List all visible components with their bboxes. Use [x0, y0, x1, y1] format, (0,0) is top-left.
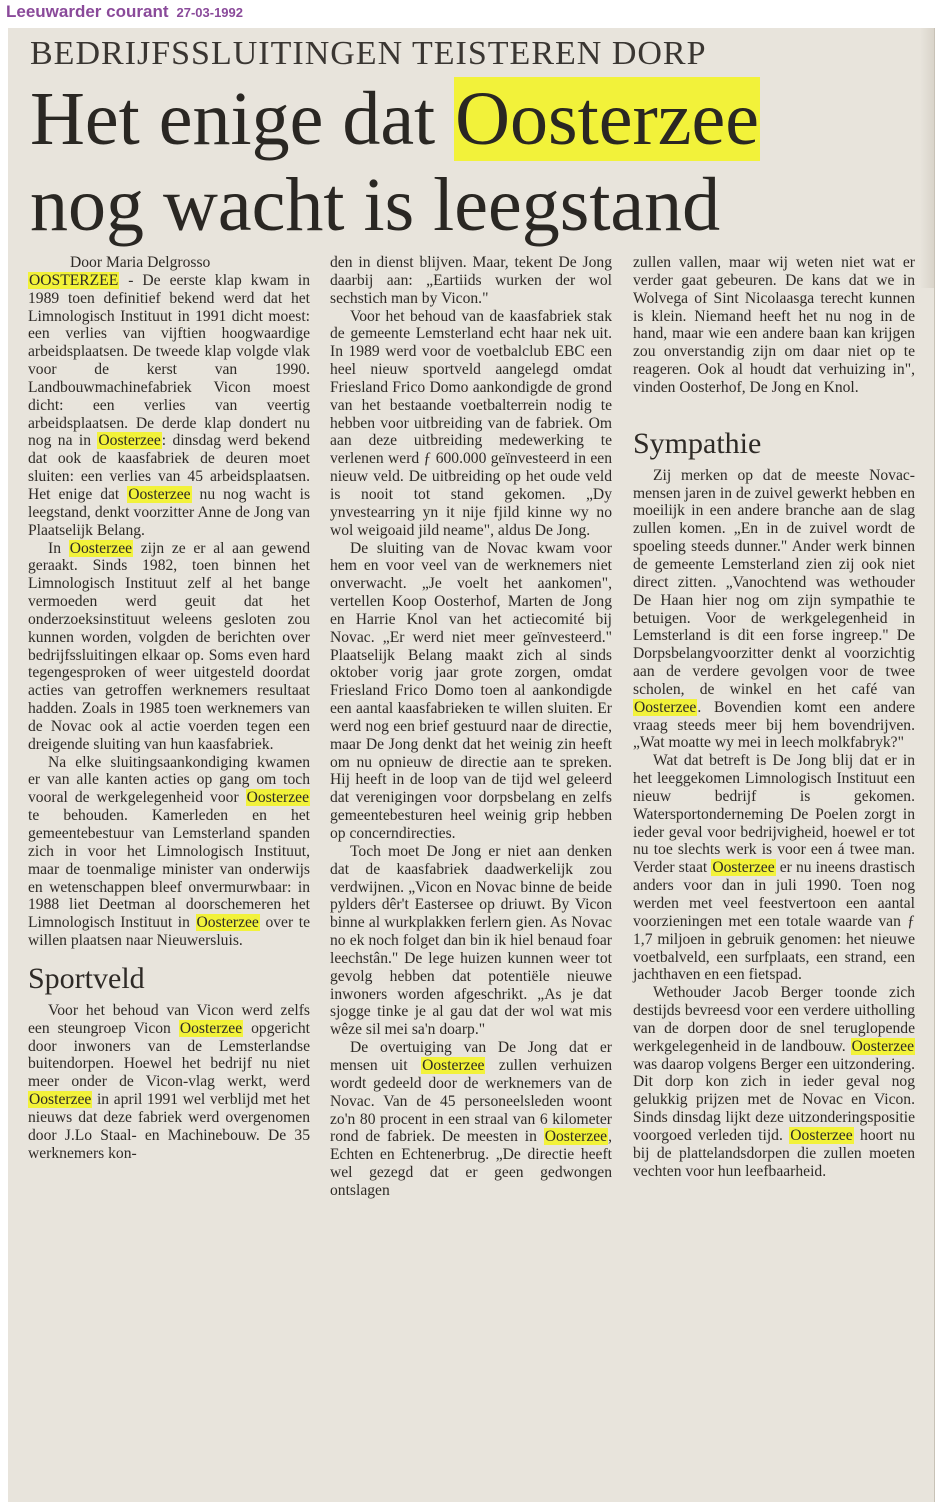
- headline-line-2: nog wacht is leegstand: [30, 163, 721, 247]
- masthead: [6, 2, 243, 28]
- search-highlight: Oosterzee: [851, 1037, 914, 1055]
- text-run: opgericht door inwoners van de Lemsterlandse buitendorpen. Hoewel het bedrijf nu niet meer onder de Vicon-vlag werkt, werd: [28, 1019, 310, 1091]
- search-highlight: Oosterzee: [69, 539, 133, 557]
- search-highlight: Oosterzee: [179, 1019, 243, 1037]
- search-highlight: Oosterzee: [455, 77, 759, 161]
- text-run: Wethouder Jacob Berger toonde zich destijds bevreesd voor een verdere uitholling van de dorpen door de snel teruglopende werkgelegenheid in de landbouw.: [633, 984, 915, 1055]
- article-column-2: [330, 254, 612, 1200]
- search-highlight: Oosterzee: [128, 485, 191, 503]
- subheading-sympathie: Sympathie: [633, 426, 762, 460]
- paragraph: [330, 308, 612, 540]
- text-run: De sluiting van de Novac kwam voor hem en voor veel van de werknemers niet onverwacht. „Je voelt het aankomen", vertellen Koop Oosterhof, Marten de Jong en Harrie Knol van het actiecomité bij Novac. „Er werd niet meer geïnvesteerd." Plaatselijk Belang maakt zich al sinds oktober vorig jaar grote zorgen, omdat Friesland Frico Domo toen al aankondigde een aantal kaasfabrieken te willen sluiten. Er werd nog een brief gestuurd naar de directie, maar De Jong denkt dat het weinig zin heeft om nu opnieuw de directie aan te spreken. Hij heeft in de loop van de tijd wel geleerd dat verenigingen voor dorpsbelang en zelfs gemeentebesturen heel weinig grip hebben op concerndirecties.: [330, 539, 612, 842]
- clipping-edge: [920, 28, 934, 288]
- search-highlight: Oosterzee: [422, 1056, 485, 1074]
- search-highlight: Oosterzee: [634, 698, 697, 716]
- text-run: te behouden. Kamerleden en het gemeentebestuur van Lemsterland spanden zich in voor het Limnologisch Instituut, maar de toenmalige minister van onderwijs en wetenschappen bleef onvermurwbaar: in 1988 liet Deetman al doorschemeren het Limnologisch Instituut in: [28, 807, 310, 932]
- text-run: Toch moet De Jong er niet aan denken dat de kaasfabriek daadwerkelijk zou verdwijnen. „Vicon en Novac binne de beide pylders dêr't Eastersee op driuwt. By Vicon binne al wurkplakken ferlern gien. As Novac no ek noch folget dan bin ik hiel benaud foar leechstân." De lege huizen kunnen weer tot gevolg hebben dat potentiële nieuwe inwoners worden afgeschrikt. „As je dat sjogge tinke je al gau dat der wol wat mis wêze sil mei sa'n doarp.": [330, 842, 612, 1039]
- paragraph: [633, 254, 915, 397]
- paragraph: [330, 1039, 612, 1200]
- search-highlight: Oosterzee: [29, 1091, 92, 1109]
- search-highlight: Oosterzee: [790, 1126, 853, 1144]
- search-highlight: OOSTERZEE: [29, 271, 119, 289]
- text-run: nu nog wacht is leegstand, denkt voorzitter Anne de Jong van Plaatselijk Belang.: [28, 485, 311, 539]
- text-run: zijn ze er al aan gewend geraakt. Sinds 1982, toen binnen het Limnologisch Instituut zelf al het bange vermoeden werd geuit dat het onderzoeksinstituut weleens gesloten zou kunnen worden, volgden de berichten over bedrijfssluitingen elkaar op. Soms even hard tegengesproken of weer uitgesteld doordat acties van getroffen werknemers resultaat hadden. Zoals in 1985 toen werknemers van de Novac ook al actie voerden tegen een dreigende sluiting van hun kaasfabriek.: [28, 539, 310, 753]
- text-run: over te willen plaatsen naar Nieuwersluis.: [28, 914, 310, 950]
- article-column-3: [633, 254, 915, 1181]
- search-highlight: Oosterzee: [196, 914, 259, 932]
- paragraph: [28, 1002, 310, 1163]
- newspaper-name: Leeuwarder courant: [6, 2, 169, 21]
- search-highlight: Oosterzee: [544, 1128, 608, 1146]
- search-highlight: Oosterzee: [98, 432, 161, 450]
- text-run: , Echten en Echtenerbrug. „De directie heeft wel gezegd dat er geen gedwongen ontslagen: [330, 1128, 612, 1199]
- paragraph: [330, 540, 612, 843]
- paragraph: [633, 467, 915, 753]
- article-kicker: BEDRIJFSSLUITINGEN TEISTEREN DORP: [30, 35, 707, 72]
- headline-line-1: Het enige dat Oosterzee: [30, 77, 759, 161]
- text-run: - De eerste klap kwam in 1989 toen definitief bekend werd dat het Limnologisch Instituut in 1991 dicht moest: een verlies van vijftien hoogwaardige arbeidsplaatsen. De tweede klap volgde vlak voor de kerst van 1990. Landbouwmachinefabriek Vicon moest dicht: een verlies van veertig arbeidsplaatsen. De derde klap dondert nu nog na in: [28, 271, 310, 450]
- text-run: In: [48, 539, 69, 557]
- newspaper-clipping: [8, 28, 935, 1502]
- search-highlight: Oosterzee: [712, 859, 775, 877]
- text-run: . Bovendien komt een andere vraag steeds meer bij hem bovendrijven. „Wat moatte wy mei in leech molkfabryk?": [633, 698, 915, 752]
- paragraph: [633, 752, 915, 984]
- paragraph: [28, 272, 310, 540]
- paragraph: [330, 843, 612, 1039]
- paragraph: [28, 540, 310, 754]
- text-run: zullen vallen, maar wij weten niet wat er verder gaat gebeuren. De kans dat we in Wolvega of Sint Nicolaasga terecht kunnen is klein. Niemand heeft het nu nog in de hand, maar wie een andere baan kan krijgen zou onverstandig zijn om daar niet op te reageren. Ook al houdt dat verhuizing in", vinden Oosterhof, De Jong en Knol.: [633, 254, 915, 396]
- text-run: hoort nu bij de plattelandsdorpen die zullen moeten vechten voor hun leefbaarheid.: [633, 1126, 915, 1180]
- article-column-1: [28, 254, 310, 1163]
- text-run: in april 1991 wel verblijd met het nieuws dat deze fabriek werd overgenomen door J.Lo Staal- en Machinebouw. De 35 werknemers kon-: [28, 1091, 310, 1162]
- text-run: Voor het behoud van de kaasfabriek stak de gemeente Lemsterland echt haar nek uit. In 1989 werd voor de voetbalclub EBC een heel nieuw sportveld aangelegd omdat Friesland Frico Domo aankondigde de grond van het bestaande voetbalterrein nodig te hebben voor uitbreiding van de fabriek. Om aan deze uitbreiding medewerking te verlenen werd ƒ 600.000 geïnvesteerd in een nieuw veld. De uitbreiding op het oude veld is nooit tot stand gekomen. „Dy ynvestearring yn it nije fjild kinne wy no wol weigoaid jild neame", aldus De Jong.: [330, 307, 612, 539]
- search-highlight: Oosterzee: [246, 789, 309, 807]
- paragraph: [633, 984, 915, 1180]
- byline: Door Maria Delgrosso: [70, 254, 211, 271]
- text-run: De overtuiging van De Jong dat er mensen uit: [330, 1039, 612, 1074]
- publication-date: 27-03-1992: [176, 5, 243, 20]
- subheading-sportveld: Sportveld: [28, 961, 145, 995]
- text-run: Voor het behoud van Vicon werd zelfs een steungroep Vicon: [28, 1001, 310, 1037]
- paragraph: [330, 254, 612, 308]
- article-headline: [30, 76, 910, 248]
- text-run: : dinsdag werd bekend dat ook de kaasfabriek de deuren moet sluiten: een verlies van 45 arbeidsplaatsen. Het enige dat: [28, 432, 310, 503]
- text-run: den in dienst blijven. Maar, tekent De Jong daarbij aan: „Eartiids wurken der wol sechstich man by Vicon.": [330, 254, 612, 307]
- text-run: Zij merken op dat de meeste Novac-mensen jaren in de zuivel gewerkt hebben en moeilijk in een andere branche aan de slag zullen komen. „En in de zuivel wordt de spoeling steeds dunner." Ander werk binnen de gemeente Lemsterland zien zij ook niet direct zitten. „Vanochtend was wethouder De Haan hier nog om zijn sympathie te betuigen. Voor de werkgelegenheid in Lemsterland is dit een forse ingreep." De Dorpsbelangvoorzitter denkt al voorzichtig aan de verdere gevolgen voor de twee scholen, de winkel en het café van: [633, 466, 915, 698]
- text-run: was daarop volgens Berger een uitzondering. Dit dorp kon zich in ieder geval nog gelukkig prijzen met de Novac en Vicon. Sinds dinsdag lijkt deze uitzonderingspositie voorgoed verleden tijd.: [633, 1055, 915, 1144]
- text-run: Wat dat betreft is De Jong blij dat er in het leeggekomen Limnologisch Instituut een nieuw bedrijf is gekomen. Watersportonderneming De Poelen zorgt in ieder geval voor bedrijvigheid, hoewel er tot nu toe slechts werk is voor een á twee man. Verder staat: [633, 752, 915, 877]
- text-run: er nu ineens drastisch anders voor dan in juli 1990. Toen nog werden met veel feestvertoon een aantal voorzieningen met een totale waarde van ƒ 1,7 miljoen in gebruik genomen: het nieuwe voetbalveld, een surfplaats, een strand, een jachthaven en een fietspad.: [633, 859, 915, 984]
- text-run: Na elke sluitingsaankondiging kwamen er van alle kanten acties op gang om toch vooral de werkgelegenheid voor: [28, 753, 310, 807]
- text-run: zullen verhuizen wordt gedeeld door de werknemers van de Novac. Van de 45 personeelsleden woont zo'n 80 procent in een straal van 6 kilometer rond de fabriek. De meesten in: [330, 1056, 612, 1146]
- paragraph: [28, 754, 310, 950]
